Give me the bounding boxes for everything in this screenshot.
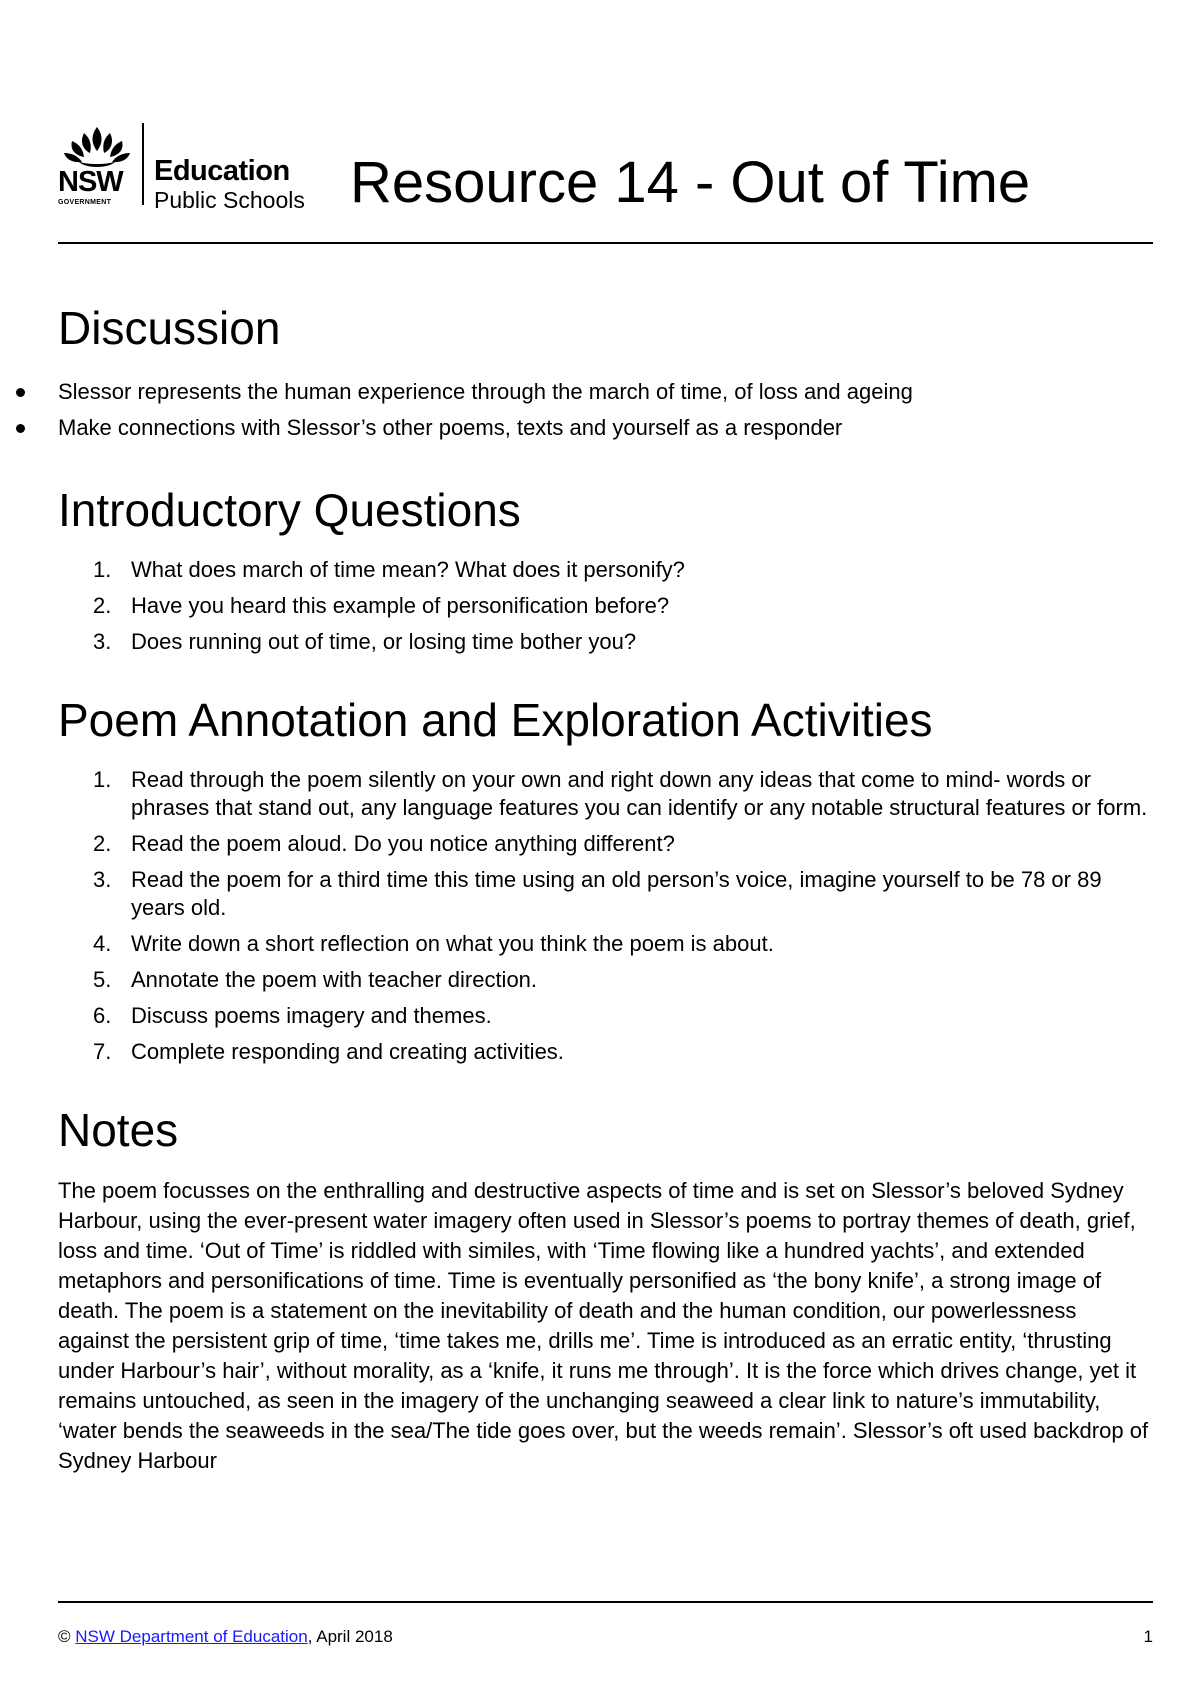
page-footer — [58, 1626, 1153, 1648]
list-number: 1. — [93, 767, 112, 792]
header-divider — [58, 242, 1153, 244]
footer-date: , April 2018 — [307, 1627, 393, 1646]
copyright-symbol: © — [58, 1627, 71, 1646]
waratah-logo-icon — [58, 123, 136, 211]
list-number: 5. — [93, 967, 112, 992]
logo-public-schools: Public Schools — [154, 187, 305, 213]
government-wordmark: GOVERNMENT — [58, 199, 112, 206]
activities-list — [58, 766, 1153, 1066]
introductory-questions-heading: Introductory Questions — [58, 484, 521, 536]
list-item: Make connections with Slessor’s other poems, texts and yourself as a responder — [58, 410, 1153, 446]
list-number: 2. — [93, 831, 112, 856]
list-item: 1. Read through the poem silently on your own and right down any ideas that come to mind- words or phrases that stand out, any language features you can identify or any notable structural features or form. — [93, 767, 1148, 820]
page-title: Resource 14 - Out of Time — [350, 150, 1031, 215]
list-item: 3. Read the poem for a third time this time using an old person’s voice, imagine yourself to be 78 or 89 years old. — [93, 867, 1102, 920]
list-item: 4. Write down a short reflection on what you think the poem is about. — [93, 931, 774, 956]
introductory-questions-list — [58, 556, 1153, 656]
list-item: 5. Annotate the poem with teacher direction. — [93, 967, 538, 992]
notes-heading: Notes — [58, 1104, 179, 1156]
list-number: 1. — [93, 557, 112, 582]
nsw-department-link[interactable]: NSW Department of Education — [75, 1627, 308, 1646]
logo-divider — [142, 123, 144, 205]
list-number: 6. — [93, 1003, 112, 1028]
notes-paragraph: The poem focusses on the enthralling and destructive aspects of time and is set on Slessor’s beloved Sydney Harbour, using the ever-present water imagery often used in Slessor’s poems to portray themes of death, grief, loss and time. ‘Out of Time’ is riddled with similes, with ‘Time flowing like a hundred yachts’, and extended metaphors and personifications of time. Time is eventually personified as ‘the bony knife’, a strong image of death. The poem is a statement on the inevitability of death and the human condition, our powerlessness against the persistent grip of time, ‘time takes me, drills me’. Time is introduced as an erratic entity, ‘thrusting under Harbour’s hair’, without morality, as a ‘knife, it runs me through’. It is the force which drives change, yet it remains untouched, as seen in the imagery of the unchanging seaweed a clear link to nature’s immutability, ‘water bends the seaweeds in the sea/The tide goes over, but the weeds remain’. Slessor’s oft used backdrop of Sydney Harbour — [58, 1178, 1149, 1473]
nsw-education-logo — [58, 123, 305, 213]
logo-text — [154, 123, 305, 213]
list-number: 7. — [93, 1039, 112, 1064]
page-header — [58, 118, 1153, 243]
discussion-list — [58, 374, 1153, 446]
list-item: 2. Have you heard this example of personification before? — [93, 593, 670, 618]
list-item: 7. Complete responding and creating activities. — [93, 1039, 564, 1064]
activities-heading: Poem Annotation and Exploration Activities — [58, 694, 933, 746]
logo-education: Education — [154, 155, 290, 187]
list-item: 3. Does running out of time, or losing time bother you? — [93, 629, 637, 654]
footer-divider — [58, 1601, 1153, 1603]
nsw-wordmark: NSW — [58, 166, 123, 198]
list-item: 1. What does march of time mean? What does it personify? — [93, 557, 685, 582]
list-number: 3. — [93, 867, 112, 892]
list-item: 2. Read the poem aloud. Do you notice anything different? — [93, 831, 675, 856]
list-number: 4. — [93, 931, 112, 956]
discussion-heading: Discussion — [58, 302, 281, 354]
document-body — [58, 300, 1153, 1476]
page-number: 1 — [1143, 1627, 1153, 1646]
list-number: 3. — [93, 629, 112, 654]
list-item: 6. Discuss poems imagery and themes. — [93, 1003, 492, 1028]
list-number: 2. — [93, 593, 112, 618]
list-item: Slessor represents the human experience through the march of time, of loss and ageing — [58, 374, 1153, 410]
